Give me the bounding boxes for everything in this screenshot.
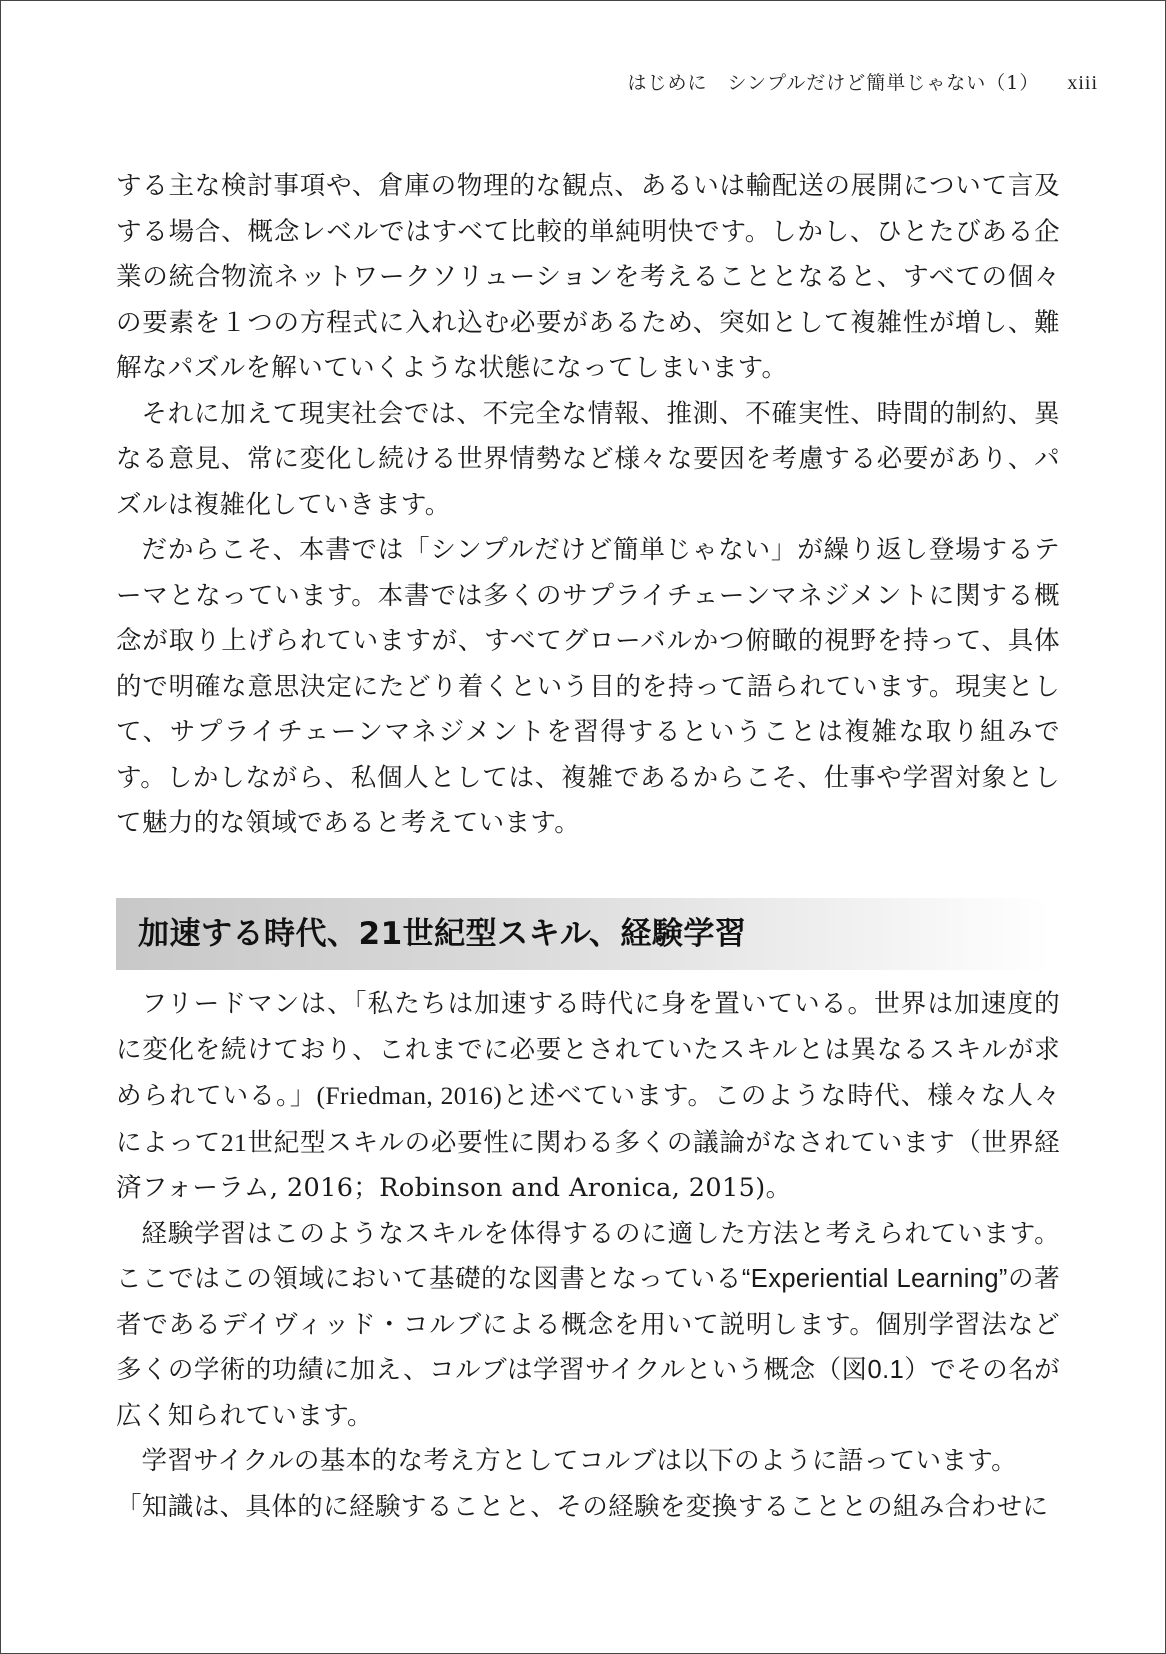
paragraph-3: だからこそ、本書では「シンプルだけど簡単じゃない」が繰り返し登場するテーマとなっています。本書では多くのサプライチェーンマネジメントに関する概念が取り上げられていますが、すべてグローバルかつ俯瞰的視野を持って、具体的で明確な意思決定にたどり着くという目的を持って語られています。現実として、サプライチェーンマネジメントを習得するということは複雑な取り組みです。しかしながら、私個人としては、複雑であるからこそ、仕事や学習対象として魅力的な領域であると考えています。: [116, 535, 1060, 838]
running-header: [627, 68, 1098, 95]
page-number: xiii: [1067, 72, 1098, 94]
century-number: 21: [220, 1127, 248, 1157]
body-text-section-1: [116, 164, 1060, 847]
paragraph-experiential: [116, 1212, 1060, 1440]
paragraph-kolb-intro: 学習サイクルの基本的な考え方としてコルブは以下のように語っています。: [141, 1446, 1018, 1476]
paragraph-friedman: [116, 982, 1060, 1212]
friedman-citation: (Friedman, 2016): [316, 1081, 503, 1110]
paragraph-1: する主な検討事項や、倉庫の物理的な観点、あるいは輸配送の展開について言及する場合、概念レベルではすべて比較的単純明快です。しかし、ひとたびある企業の統合物流ネットワークソリューションを考えることとなると、すべての個々の要素を１つの方程式に入れ込む必要があるため、突如として複雑性が増し、難解なパズルを解いていくような状態になってしまいます。: [116, 171, 1060, 383]
paragraph-2: それに加えて現実社会では、不完全な情報、推測、不確実性、時間的制約、異なる意見、常に変化し続ける世界情勢など様々な要因を考慮する必要があり、パズルは複雑化していきます。: [116, 398, 1060, 520]
experiential-text-1: 経験学習はこのようなスキルを体得するのに適した方法と考えられています。ここではこの領域において基礎的な図書となっている: [116, 1218, 1060, 1294]
section-heading: 加速する時代、21世紀型スキル、経験学習: [116, 898, 1052, 970]
paragraph-kolb-quote: 「知識は、具体的に経験することと、その経験を変換することとの組み合わせに: [116, 1491, 1049, 1522]
experiential-text-2: の著者であるデイヴィッド・コルブによる概念を用いて説明します。個別学習法など多くの学術的功績に加え、コルブは学習サイクルという概念（図: [116, 1264, 1060, 1385]
body-text-section-2: [116, 982, 1060, 1530]
experiential-text-3: ）でその名が広く知られています。: [116, 1355, 1060, 1431]
running-title: はじめに シンプルだけど簡単じゃない（1）: [627, 72, 1040, 94]
friedman-text-2: と述べています。このような時代、様々な人々によって: [116, 1081, 1060, 1158]
book-title: “Experiential Learning”: [741, 1265, 1008, 1293]
friedman-text-1: フリードマンは、「私たちは加速する時代に身を置いている。世界は加速度的に変化を続けており、これまでに必要とされていたスキルとは異なるスキルが求められている。」: [116, 989, 1060, 1111]
friedman-text-3: 世紀型スキルの必要性に関わる多くの議論がなされています（世界経済フォーラム, 2016；Robinson and Aronica, 2015)。: [116, 1127, 1060, 1203]
figure-reference: 0.1: [867, 1356, 905, 1384]
